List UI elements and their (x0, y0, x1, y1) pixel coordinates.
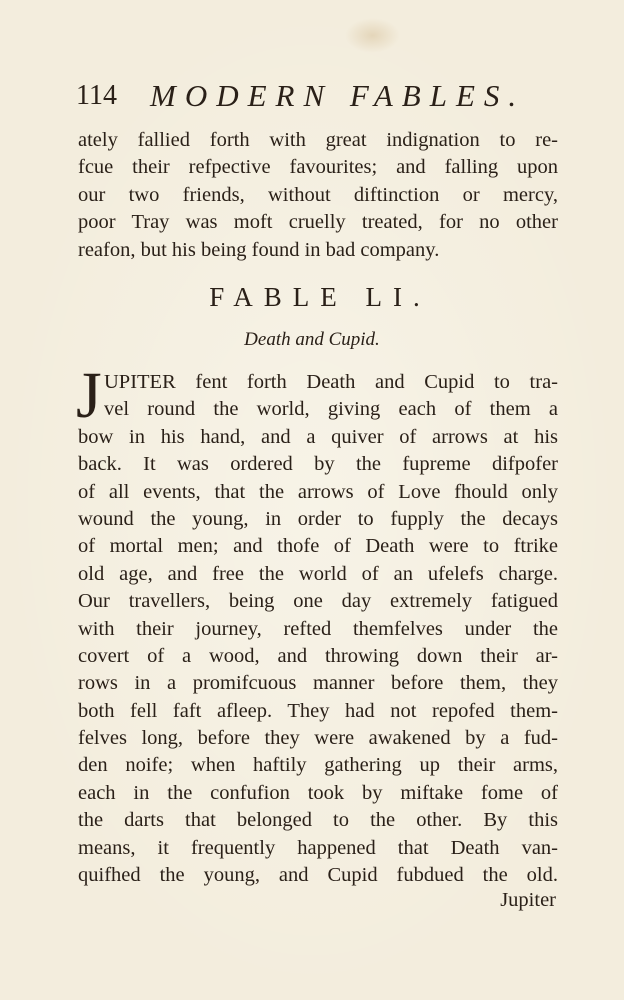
text-line: reafon, but his being found in bad company. (78, 238, 440, 261)
paper-stain (345, 18, 400, 53)
fable-heading: FABLE LI. (209, 282, 431, 312)
text-line: UPITER fent forth Death and Cupid to tra- (104, 371, 558, 393)
fable-paragraph (78, 369, 558, 889)
text-line: rows in a promifcuous manner before them, they (78, 672, 558, 695)
drop-cap: J (76, 359, 102, 432)
text-line: vel round the world, giving each of them a (104, 398, 558, 421)
text-line: wound the young, in order to fupply the decays (78, 507, 558, 530)
text-line: covert of a wood, and throwing down their ar- (78, 644, 558, 667)
text-line: the darts that belonged to the other. By this (78, 809, 558, 832)
fable-subtitle: Death and Cupid. (244, 329, 380, 350)
text-line: bow in his hand, and a quiver of arrows at his (78, 425, 558, 448)
running-title: MODERN FABLES. (150, 78, 526, 113)
text-line: each in the confufion took by miftake fome of (78, 781, 558, 804)
text-line: ately fallied forth with great indignation to re- (78, 129, 558, 151)
text-line: with their journey, refted themfelves under the (78, 617, 558, 640)
text-line: of mortal men; and thofe of Death were to ftrike (78, 535, 558, 558)
continued-paragraph (78, 127, 558, 264)
text-line: our two friends, without diftinction or mercy, (78, 183, 558, 206)
text-line: both fell faft afleep. They had not repofed them- (78, 699, 558, 722)
text-line: Our travellers, being one day extremely fatigued (78, 590, 558, 613)
text-line: back. It was ordered by the fupreme difpofer (78, 453, 558, 476)
text-line: felves long, before they were awakened by a fud- (78, 727, 558, 750)
text-line: of all events, that the arrows of Love fhould only (78, 480, 558, 503)
text-line: old age, and free the world of an ufelefs charge. (78, 562, 558, 585)
text-line: fcue their refpective favourites; and falling upon (78, 156, 558, 179)
catchword: Jupiter (500, 889, 556, 911)
text-line: poor Tray was moft cruelly treated, for no other (78, 211, 558, 234)
text-line: means, it frequently happened that Death van- (78, 836, 558, 859)
page-number: 114 (76, 80, 117, 111)
text-line: quifhed the young, and Cupid fubdued the old. (78, 864, 558, 887)
running-head (76, 78, 536, 114)
text-line: den noife; when haftily gathering up their arms, (78, 754, 558, 777)
